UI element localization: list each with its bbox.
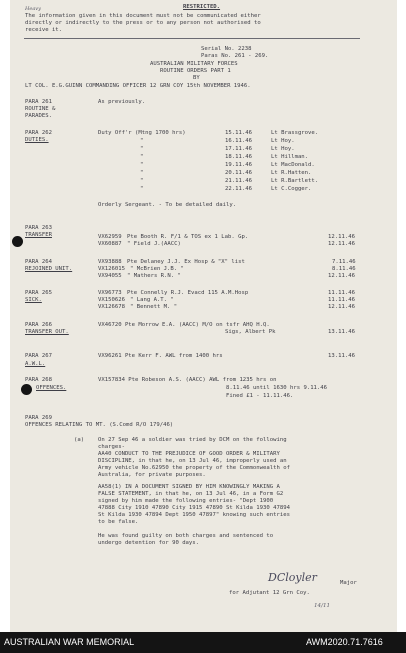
duty-officer: Lt C.Cogger. <box>271 186 312 192</box>
entry-text: Pte Delaney J.J. Ex Hosp & "X" list <box>127 259 245 265</box>
entry-text: VX157834 Pte Robeson A.S. (AACC) AWL from 1235 hrs on <box>98 377 277 383</box>
para-number: PARA 269 <box>25 415 52 421</box>
para-heading: OFFENCES RELATING TO MT. (S.Comd R/O 179/46) <box>25 422 174 428</box>
body-line: Army vehicle No.62950 the property of the Commonwealth of <box>98 465 290 471</box>
para-heading: DUTIES. <box>25 137 49 143</box>
punch-hole <box>21 384 32 395</box>
duty-officer: Lt Hoy. <box>271 146 295 152</box>
para-number: PARA 261 <box>25 99 52 105</box>
body-line: charges- <box>98 444 125 450</box>
disclaimer-line: The information given in this document must not be communicated either <box>25 13 261 19</box>
body-line: AA58(1) IN A DOCUMENT SIGNED BY HIM KNOWINGLY MAKING A <box>98 484 280 490</box>
ditto-mark: " <box>140 178 144 184</box>
duty-date: 19.11.46 <box>225 162 252 168</box>
para-number: PARA 265 <box>25 290 52 296</box>
duty-date: 17.11.46 <box>225 146 252 152</box>
entry-text: " Bennett M. " <box>130 304 178 310</box>
orders-title: ROUTINE ORDERS PART 1 <box>160 68 231 74</box>
body-line: AA40 CONDUCT TO THE PREJUDICE OF GOOD ORDER & MILITARY <box>98 451 280 457</box>
orderly-sergeant-line: Orderly Sergeant. - To be detailed daily. <box>98 202 237 208</box>
entry-text: VX46720 Pte Morrow E.A. (AACC) M/O on tsfr AHQ H.Q. <box>98 322 270 328</box>
archive-footer <box>0 632 406 653</box>
entry-text: " Mathers R.N. " <box>127 273 181 279</box>
para-heading: SICK. <box>25 297 42 303</box>
footer-catalog-number: AWM2020.71.7616 <box>306 637 383 647</box>
paras-number: Paras No. 261 - 269. <box>201 53 269 59</box>
entry-text: Pte Connelly R.J. Evacd 115 A.M.Hosp <box>127 290 249 296</box>
para-heading: TRANSFER <box>25 232 52 238</box>
duty-officer: Lt Brassgrove. <box>271 130 319 136</box>
ditto-mark: " <box>140 162 144 168</box>
duty-date: 20.11.46 <box>225 170 252 176</box>
ditto-mark: " <box>140 138 144 144</box>
entry-date: 7.11.46 <box>332 259 356 265</box>
item-label: (a) <box>74 437 85 443</box>
para-number: PARA 267 <box>25 353 52 359</box>
service-number: VX96773 <box>98 290 122 296</box>
signature-rank: Major <box>340 580 357 586</box>
unit-line: AUSTRALIAN MILITARY FORCES <box>150 61 238 67</box>
para-heading: ROUTINE & <box>25 106 56 112</box>
ditto-mark: " <box>140 154 144 160</box>
duty-officer: Lt Hillman. <box>271 154 309 160</box>
service-number: VX126015 <box>98 266 125 272</box>
ditto-mark: " <box>140 170 144 176</box>
duty-officer: Lt Hoy. <box>271 138 295 144</box>
para-number: PARA 266 <box>25 322 52 328</box>
entry-date: 8.11.46 <box>332 266 356 272</box>
para-number: PARA 264 <box>25 259 52 265</box>
entry-text: VX96261 Pte Kerr F. AWL from 1400 hrs <box>98 353 223 359</box>
punch-hole <box>12 236 23 247</box>
body-line: He was found guilty on both charges and sentenced to <box>98 533 274 539</box>
duty-date: 15.11.46 <box>225 130 252 136</box>
entry-date: 12.11.46 <box>328 234 355 240</box>
service-number: VX60887 <box>98 241 122 247</box>
body-line: 47888 City 1910 47890 City 1915 47890 St Kilda 1930 47894 <box>98 505 290 511</box>
entry-text: " McBrien J.B. " <box>130 266 184 272</box>
service-number: VX62959 <box>98 234 122 240</box>
duty-date: 21.11.46 <box>225 178 252 184</box>
service-number: VX126678 <box>98 304 125 310</box>
ditto-mark: " <box>140 186 144 192</box>
para-heading: REJOINED UNIT. <box>25 266 73 272</box>
duty-date: 16.11.46 <box>225 138 252 144</box>
duty-officer: Lt R.Bartlett. <box>271 178 319 184</box>
body-line: to be false. <box>98 519 139 525</box>
entry-date: 11.11.46 <box>328 290 355 296</box>
entry-text: 8.11.46 until 1630 hrs 9.11.46 <box>226 385 328 391</box>
entry-text: " Field J.(AACC) <box>127 241 181 247</box>
duty-officer: Lt R.Hatten. <box>271 170 312 176</box>
divider <box>24 38 360 39</box>
para-heading: OFFENCES. <box>36 385 67 391</box>
duty-date: 22.11.46 <box>225 186 252 192</box>
body-line: DISCIPLINE, in that he, on 13 Jul 46, improperly used an <box>98 458 287 464</box>
entry-text: Sigs, Albert Pk <box>225 329 276 335</box>
para-text: As previously. <box>98 99 146 105</box>
by-line: BY <box>193 75 200 81</box>
para-heading: A.W.L. <box>25 361 46 367</box>
restricted-heading: RESTRICTED. <box>183 4 221 10</box>
entry-date: 13.11.46 <box>328 353 355 359</box>
service-number: VX94055 <box>98 273 122 279</box>
entry-date: 12.11.46 <box>328 273 355 279</box>
entry-date: 13.11.46 <box>328 329 355 335</box>
body-line: signed by him made the following entries- "Dept 1900 <box>98 498 274 504</box>
para-heading: TRANSFER OUT. <box>25 329 69 335</box>
body-line: FALSE STATEMENT, in that he, on 13 Jul 46, in a Form G2 <box>98 491 284 497</box>
entry-text: Fined £1 - 11.11.46. <box>226 393 294 399</box>
entry-text: " Lang A.T. " <box>130 297 174 303</box>
disclaimer-line: directly or indirectly to the press or to any person not authorised to <box>25 20 261 26</box>
signature: DCloyler <box>268 571 317 584</box>
body-line: Australia, for private purposes. <box>98 472 206 478</box>
entry-text: Pte Booth R. F/1 & TOS ex 1 Lab. Gp. <box>127 234 249 240</box>
service-number: VX150626 <box>98 297 125 303</box>
body-line: undergo detention for 90 days. <box>98 540 200 546</box>
page-annotation: 14/11 <box>314 603 331 609</box>
officer-line: LT COL. E.G.GUINN COMMANDING OFFICER 12 GRN COY 15th NOVEMBER 1946. <box>25 83 251 89</box>
ditto-mark: " <box>140 146 144 152</box>
duty-label: Duty Off'r (Mtng 1700 hrs) <box>98 130 186 136</box>
footer-institution: AUSTRALIAN WAR MEMORIAL <box>4 637 135 647</box>
entry-date: 12.11.46 <box>328 241 355 247</box>
service-number: VX93888 <box>98 259 122 265</box>
duty-officer: Lt MacDonald. <box>271 162 315 168</box>
duty-date: 18.11.46 <box>225 154 252 160</box>
para-number: PARA 262 <box>25 130 52 136</box>
serial-number: Serial No. 2238 <box>201 46 252 52</box>
entry-date: 11.11.46 <box>328 297 355 303</box>
body-line: St Kilda 1930 47894 Dept 1950 47897" knowing such entries <box>98 512 290 518</box>
handwritten-annotation: Heavy <box>25 6 41 12</box>
disclaimer-line: receive it. <box>25 27 63 33</box>
document-page <box>10 0 397 632</box>
body-line: On 27 Sep 46 a soldier was tried by DCM on the following <box>98 437 287 443</box>
para-number: PARA 268 <box>25 377 52 383</box>
signature-line: for Adjutant 12 Grn Coy. <box>229 590 310 596</box>
entry-date: 12.11.46 <box>328 304 355 310</box>
para-heading: PARADES. <box>25 113 52 119</box>
para-number: PARA 263 <box>25 225 52 231</box>
